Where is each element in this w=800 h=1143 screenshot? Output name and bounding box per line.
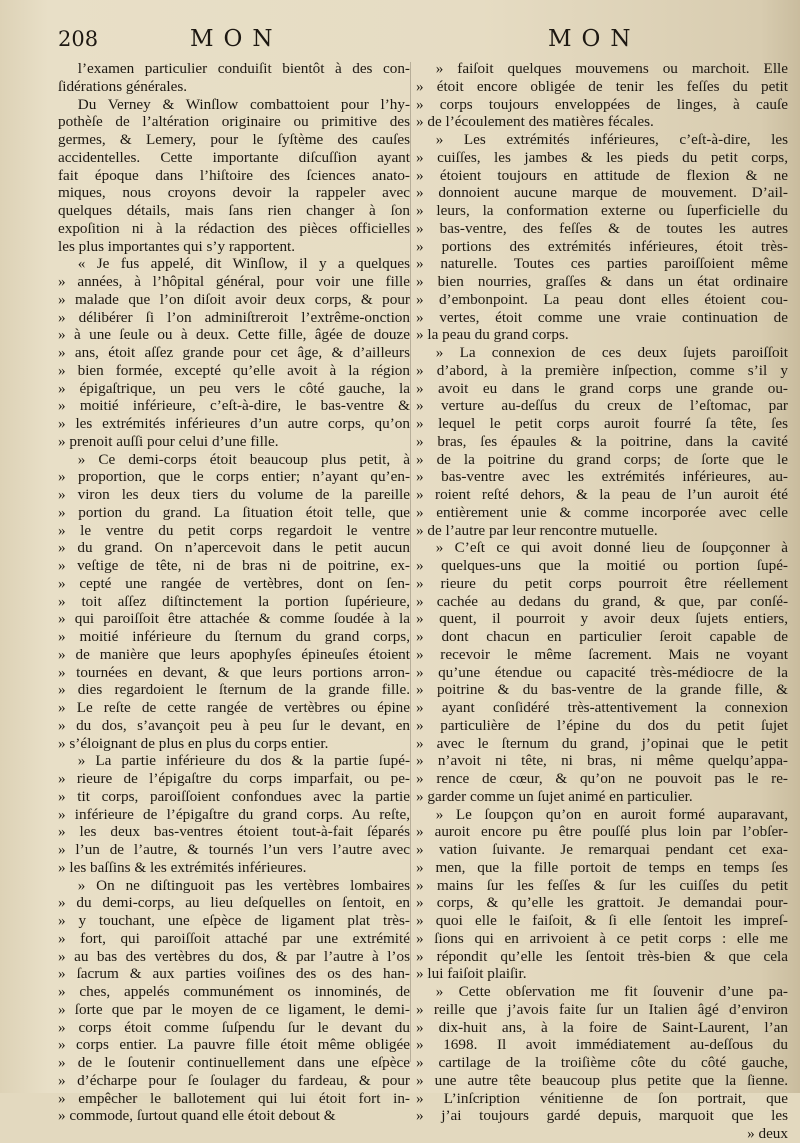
- text-line: » au bas des vertèbres du dos, & par l’autre à l’os: [58, 947, 410, 965]
- text-line: » leurs, la conformation externe ou ſuperficielle du: [416, 202, 788, 219]
- text-line: » ayant conſidéré très-attentivement la connexion: [416, 699, 788, 716]
- text-line: pothèſe de l’altération originaire ou primitive des: [58, 113, 410, 131]
- text-line: » cartilage de la troiſième côte du côté gauche,: [416, 1054, 788, 1071]
- text-line: » On ne diſtinguoit pas les vertèbres lombaires: [77, 876, 410, 894]
- text-line: » portion du grand. La ſituation étoit telle, que: [58, 503, 410, 521]
- text-line: » particulière de l’épine du dos du petit ſujet: [416, 716, 788, 734]
- text-line: quelques détails, mais ſans rien changer à ſon: [58, 202, 410, 219]
- text-line: » portions des extrémités inférieures, étoit très-: [416, 237, 788, 255]
- text-line: » qui paroiſſoit être attachée & comme ſoudée à la: [58, 610, 410, 628]
- text-line: » rence de cœur, & qu’on ne pouvoit pas le re-: [416, 770, 788, 787]
- paragraph: [416, 344, 788, 539]
- text-line: » corps étoit comme ſuſpendu ſur le devant du: [58, 1018, 410, 1036]
- text-line: » avec le ſternum du grand, j’opinai que le petit: [416, 734, 788, 752]
- text-line: » L’inſcription vénitienne de ſon portrait, que: [416, 1089, 788, 1107]
- text-line: » d’abord, à la première inſpection, comme s’il y: [416, 361, 788, 379]
- text-line: » avoit eu dans le grand corps une grande ou-: [416, 379, 788, 397]
- text-line: » bien formée, excepté qu’elle avoit à la région: [58, 361, 410, 379]
- text-line: » une autre tête beaucoup plus petite que la ſienne.: [416, 1071, 788, 1089]
- text-line: » lui faiſoit plaiſir.: [416, 965, 527, 983]
- text-line: » veſtige de tête, ni de bras ni de poitrine, ex-: [58, 557, 410, 574]
- text-line: » lequel le petit corps auroit fourré ſa tête, ſes: [416, 415, 788, 432]
- text-line: » vertes, étoit comme une vraie continuation de: [416, 308, 788, 326]
- text-line: » répondit qu’elle les ſentoit très-bien & que cela: [416, 947, 788, 965]
- paragraph: [58, 451, 410, 753]
- text-line: » auroit encore pu être pouſſé plus loin par l’obſer-: [416, 823, 788, 841]
- text-line: » les extrémités inférieures d’un autre corps, qu’on: [58, 415, 410, 432]
- text-line: » verture au-deſſus du creux de l’eſtomac, par: [416, 397, 788, 415]
- text-line: » tournées en devant, & que leurs portions arron-: [58, 663, 410, 681]
- text-line: » malade que l’on diſoit avoir deux corps, & pour: [58, 290, 410, 308]
- text-line: » reille que j’avois faite ſur un Italien âgé d’environ: [416, 1000, 788, 1018]
- paragraph: [416, 131, 788, 344]
- text-line: » étoient toujours en attitude de flexion & ne: [416, 166, 788, 184]
- text-line: » du grand. On n’apercevoit dans le petit aucun: [58, 539, 410, 557]
- text-line: » ans, étoit aſſez grande pour cet âge, & d’ailleurs: [58, 344, 410, 361]
- text-line: » cachée au dedans du grand, & que, par conſé-: [416, 592, 788, 610]
- text-line: » donnoient aucune marque de mouvement. D’ail-: [416, 184, 788, 202]
- text-line: » bras, ſes épaules & la poitrine, dans la cavité: [416, 432, 788, 450]
- text-line: » recevoir le même ſacrement. Mais ne voyant: [416, 645, 788, 663]
- paragraph: [58, 255, 410, 450]
- text-line: » La partie inférieure du dos & la partie ſupé-: [77, 752, 410, 770]
- text-line: » d’embonpoint. La peau dont elles étoient cou-: [416, 290, 788, 308]
- text-line: » les baſſins & les extrémités inférieures.: [58, 858, 307, 876]
- text-line: » Le ſoupçon qu’on en auroit formé auparavant,: [435, 805, 788, 823]
- running-title-right: MON: [548, 26, 641, 52]
- text-line: » proportion, que le corps entier; n’ayant qu’en-: [58, 468, 410, 486]
- text-line: » de manière que leurs apophyſes épineuſes étoient: [58, 645, 410, 663]
- running-title-left: MON: [190, 26, 283, 52]
- text-line: » délibérer ſi l’on adminiſtreroit l’extrême-onction: [58, 308, 410, 326]
- text-line: » Les extrémités inférieures, c’eſt-à-dire, les: [435, 131, 788, 148]
- text-line: » bas-ventre, des feſſes & de toutes les autres: [416, 219, 788, 237]
- text-line: » garder comme un ſujet animé en particulier.: [416, 787, 693, 805]
- text-line: fait époque dans l’hiſtoire des ſciences anato-: [58, 166, 410, 184]
- text-line: » de la poitrine du grand corps; de ſorte que le: [416, 450, 788, 468]
- text-line: » bien nourries, graſſes & dans un état ordinaire: [416, 273, 788, 290]
- running-head: [0, 26, 800, 56]
- text-line: » rieure de l’épigaſtre du corps imparfait, ou pe-: [58, 770, 410, 787]
- text-line: ſidérations générales.: [58, 77, 188, 95]
- text-line: » poitrine & du bas-ventre de la grande fille, &: [416, 681, 788, 699]
- text-line: » men, que la fille portoit de temps en temps ſes: [416, 858, 788, 876]
- text-line: » y touchant, une eſpèce de ligament plat très-: [58, 912, 410, 929]
- paragraph: [58, 752, 410, 876]
- text-line: accidentelles. Cette importante diſcuſſion ayant: [58, 148, 410, 166]
- text-line: » Cette obſervation me fit ſouvenir d’une pa-: [435, 983, 788, 1000]
- text-line: » roient reſté dehors, & la peau de l’un auroit été: [416, 486, 788, 503]
- paragraph: [58, 877, 410, 1126]
- text-line: » moitié inférieure du ſternum du grand corps,: [58, 628, 410, 645]
- text-line: » années, à l’hôpital général, pour voir une fille: [58, 273, 410, 290]
- text-line: » ſions qui en arrivoient à ce petit corps : elle me: [416, 929, 788, 947]
- right-column: [416, 60, 788, 1142]
- text-line: » dont chacun en particulier ſeroit capable de: [416, 628, 788, 645]
- text-line: » j’ai toujours gardé depuis, marquoit que les: [416, 1107, 788, 1125]
- text-line: » moitié inférieure, c’eſt-à-dire, le bas-ventre &: [58, 397, 410, 415]
- text-line: » ſacrum & aux parties voiſines des os des han-: [58, 965, 410, 983]
- text-line: » dix-huit ans, à la foire de Saint-Laurent, l’an: [416, 1018, 788, 1036]
- text-line: » le ventre du petit corps regardoit le ventre: [58, 521, 410, 539]
- text-line: » dies regardoient le ſternum de la grande fille.: [58, 681, 410, 699]
- left-column: [58, 60, 410, 1125]
- text-line: » corps entier. La pauvre fille étoit même obligée: [58, 1036, 410, 1054]
- text-line: » deux: [747, 1125, 788, 1142]
- text-line: » Ce demi-corps étoit beaucoup plus petit, à: [77, 450, 410, 468]
- text-line: » cuiſſes, les jambes & les pieds du petit corps,: [416, 148, 788, 166]
- text-line: » inférieure de l’épigaſtre du grand corps. Au reſte,: [58, 805, 410, 823]
- text-line: » qu’une étendue ou capacité très-médiocre de la: [416, 663, 788, 681]
- paragraph: [416, 983, 788, 1143]
- text-line: » l’un de l’autre, & tournés l’un vers l’autre avec: [58, 841, 410, 858]
- text-line: « Je fus appelé, dit Winſlow, il y a quelques: [77, 255, 410, 273]
- text-line: les plus importantes qui s’y rapportent.: [58, 237, 296, 255]
- text-line: » Le reſte de cette rangée de vertèbres ou épine: [58, 699, 410, 716]
- text-line: » quent, il pourroit y avoir deux ſujets entiers,: [416, 610, 788, 628]
- text-line: » corps toujours enveloppées de linges, à cauſe: [416, 95, 788, 113]
- text-line: » vation ſuivante. Je remarquai pendant cet exa-: [416, 841, 788, 858]
- text-line: » bas-ventre avec les extrémités inférieures, au-: [416, 468, 788, 486]
- text-line: expoſition ni à la rédaction des pièces officielles: [58, 219, 410, 237]
- text-line: » cepté une rangée de vertèbres, dont on ſen-: [58, 574, 410, 592]
- paragraph: [416, 539, 788, 805]
- text-line: » empêcher le ballotement qui lui étoit fort in-: [58, 1089, 410, 1107]
- text-line: Du Verney & Winſlow combattoient pour l’hy-: [77, 95, 410, 113]
- page-number: 208: [58, 27, 99, 51]
- text-line: l’examen particulier conduiſit bientôt à des con-: [77, 60, 410, 77]
- text-line: » toit aſſez diſtinctement la portion ſupérieure,: [58, 592, 410, 610]
- text-line: » quelques-uns que la moitié ou portion ſupé-: [416, 557, 788, 574]
- text-line: » les deux bas-ventres étoient tout-à-fait ſéparés: [58, 823, 410, 841]
- paragraph: [58, 96, 410, 256]
- text-line: » quoi elle le faiſoit, & ſi elle ſentoit les impreſ-: [416, 912, 788, 929]
- text-line: » corps, & qu’elle les grattoit. Je demandai pour-: [416, 894, 788, 912]
- text-line: » n’avoit ni tête, ni bras, ni même quelqu’appa-: [416, 752, 788, 770]
- paragraph: [58, 60, 410, 96]
- text-line: » 1698. Il avoit immédiatement au-deſſous du: [416, 1036, 788, 1054]
- text-line: » naturelle. Toutes ces parties paroiſſoient même: [416, 255, 788, 273]
- text-line: » ches, appelés communément os innominés, de: [58, 983, 410, 1000]
- text-line: germes, & Lemery, pour le ſyſtème des cauſes: [58, 131, 410, 148]
- column-divider: [410, 62, 411, 1062]
- text-line: miques, nous croyons devoir la rappeler avec: [58, 184, 410, 202]
- text-line: » C’eſt ce qui avoit donné lieu de ſoupçonner à: [435, 539, 788, 557]
- text-line: » du dos, s’avançoit peu à peu ſur le devant, en: [58, 716, 410, 734]
- text-line: » tit corps, paroiſſoient confondues avec la partie: [58, 787, 410, 805]
- paragraph: [416, 60, 788, 131]
- text-line: » entièrement unie & comme incorporée avec celle: [416, 503, 788, 521]
- text-line: » d’écharpe pour ſe ſoulager du fardeau, & pour: [58, 1071, 410, 1089]
- text-line: » de l’autre par leur rencontre mutuelle.: [416, 521, 658, 539]
- text-line: » mains ſur les feſſes & ſur les cuiſſes du petit: [416, 876, 788, 894]
- text-line: » commode, ſurtout quand elle étoit debout &: [58, 1107, 336, 1125]
- text-line: » fort, qui paroiſſoit attaché par une extrémité: [58, 929, 410, 947]
- text-line: » la peau du grand corps.: [416, 326, 569, 344]
- text-line: » de l’écoulement des matières fécales.: [416, 113, 654, 131]
- text-line: » épigaſtrique, un peu vers le côté gauche, la: [58, 379, 410, 397]
- paragraph: [416, 806, 788, 984]
- text-line: » ſorte que par le moyen de ce ligament, le demi-: [58, 1000, 410, 1018]
- text-line: » prenoit auſſi pour celui d’une fille.: [58, 432, 279, 450]
- text-line: » faiſoit quelques mouvemens ou marchoit. Elle: [435, 60, 788, 77]
- text-line: » viron les deux tiers du volume de la pareille: [58, 486, 410, 503]
- text-line: » du demi-corps, au lieu deſquelles on ſentoit, en: [58, 894, 410, 912]
- text-line: » à une ſeule ou à deux. Cette fille, âgée de douze: [58, 326, 410, 344]
- text-line: » La connexion de ces deux ſujets paroiſſoit: [435, 344, 788, 361]
- text-line: » rieure du petit corps pourroit être réellement: [416, 574, 788, 592]
- text-line: » étoit encore obligée de tenir les feſſes du petit: [416, 77, 788, 95]
- text-line: » s’éloignant de plus en plus du corps entier.: [58, 734, 329, 752]
- text-line: » de le ſoutenir continuellement dans une eſpèce: [58, 1054, 410, 1071]
